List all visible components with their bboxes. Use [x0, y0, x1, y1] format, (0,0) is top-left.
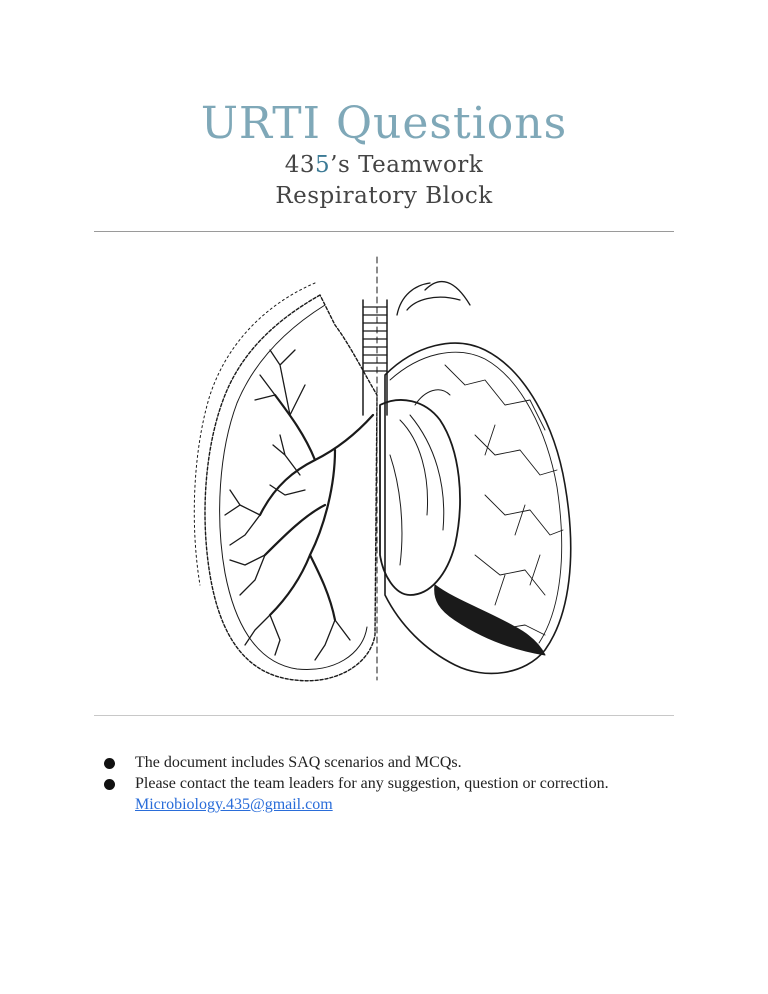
top-divider	[94, 231, 674, 232]
notes-list	[104, 754, 704, 814]
document-title: URTI Questions	[200, 98, 568, 149]
block-subtitle: Respiratory Block	[275, 183, 493, 209]
team-subtitle-rest: ’s Teamwork	[330, 152, 484, 178]
team-subtitle	[0, 152, 768, 178]
team-number-highlight: 5	[315, 152, 331, 178]
list-item	[104, 754, 704, 772]
bullet-icon	[104, 758, 115, 769]
team-number-prefix: 43	[284, 152, 316, 178]
note-text: The document includes SAQ scenarios and MCQs.	[135, 754, 462, 771]
note-text: Please contact the team leaders for any suggestion, question or correction.	[135, 775, 609, 792]
bullet-icon	[104, 779, 115, 790]
bottom-divider	[94, 715, 674, 716]
lungs-illustration-icon	[185, 255, 585, 690]
list-item	[104, 775, 704, 793]
contact-email-link[interactable]: Microbiology.435@gmail.com	[135, 796, 333, 813]
